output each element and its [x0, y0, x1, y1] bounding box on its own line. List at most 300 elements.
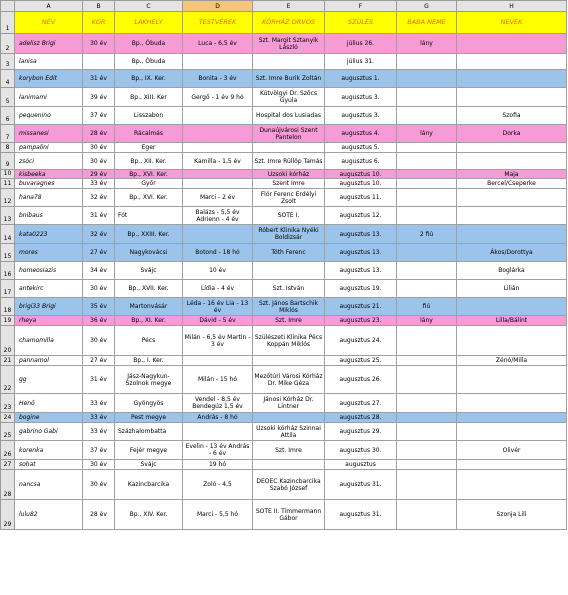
- row-header[interactable]: 7: [1, 125, 15, 143]
- cell-a[interactable]: antekirc: [15, 280, 83, 298]
- row-header[interactable]: 9: [1, 153, 15, 170]
- table-row: [1, 225, 567, 244]
- cell-a[interactable]: lanisa: [15, 54, 83, 70]
- cell-f[interactable]: augusztus 24.: [325, 326, 397, 356]
- cell-g[interactable]: [397, 153, 457, 170]
- cell-f[interactable]: augusztus 29.: [325, 423, 397, 441]
- cell-f[interactable]: augusztus 1.: [325, 70, 397, 88]
- cell-a[interactable]: sohat: [15, 460, 83, 470]
- row-header[interactable]: 23: [1, 394, 15, 413]
- cell-b[interactable]: 34 év: [83, 262, 115, 280]
- cell-e[interactable]: Hospital dos Lusiadas: [253, 107, 325, 125]
- header-cell[interactable]: KOR: [83, 12, 115, 34]
- cell-h[interactable]: Lilla/Bálint: [457, 316, 567, 326]
- cell-d[interactable]: [183, 225, 253, 244]
- cell-c[interactable]: Bp., XII. Ker.: [115, 153, 183, 170]
- cell-h[interactable]: [457, 189, 567, 207]
- cell-b[interactable]: 33 év: [83, 413, 115, 423]
- cell-d[interactable]: Vendel - 8,5 év Bendegúz 1,5 év: [183, 394, 253, 413]
- cell-h[interactable]: [457, 460, 567, 470]
- header-cell[interactable]: BABA NEME: [397, 12, 457, 34]
- cell-a[interactable]: adelisz Brigi: [15, 34, 83, 54]
- cell-e[interactable]: Uzsoki kórház: [253, 170, 325, 179]
- table-row: [1, 441, 567, 460]
- cell-a[interactable]: kata0223: [15, 225, 83, 244]
- cell-c[interactable]: Fót: [115, 207, 183, 225]
- column-header-e[interactable]: E: [253, 1, 325, 12]
- row-header[interactable]: 28: [1, 470, 15, 500]
- header-cell[interactable]: LAKHELY: [115, 12, 183, 34]
- cell-h[interactable]: Ákos/Dorottya: [457, 244, 567, 262]
- cell-g[interactable]: [397, 326, 457, 356]
- cell-e[interactable]: [253, 54, 325, 70]
- cell-g[interactable]: lány: [397, 34, 457, 54]
- cell-d[interactable]: Marci - 5,5 hó: [183, 500, 253, 530]
- cell-f[interactable]: augusztus 28.: [325, 413, 397, 423]
- cell-b[interactable]: 28 év: [83, 125, 115, 143]
- column-header-f[interactable]: F: [325, 1, 397, 12]
- table-row: [1, 356, 567, 366]
- cell-e[interactable]: Tóth Ferenc: [253, 244, 325, 262]
- cell-e[interactable]: Jánosi Kórház Dr. Lintner: [253, 394, 325, 413]
- cell-d[interactable]: Gergő - 1 év 9 hó: [183, 88, 253, 107]
- table-row: [1, 125, 567, 143]
- cell-b[interactable]: 28 év: [83, 500, 115, 530]
- cell-a[interactable]: brigi33 Brigi: [15, 298, 83, 316]
- cell-h[interactable]: [457, 143, 567, 153]
- row-header[interactable]: 21: [1, 356, 15, 366]
- header-cell[interactable]: KÓRHÁZ ORVOS: [253, 12, 325, 34]
- cell-a[interactable]: homeosiazis: [15, 262, 83, 280]
- cell-g[interactable]: [397, 70, 457, 88]
- cell-h[interactable]: [457, 326, 567, 356]
- cell-f[interactable]: július 31.: [325, 54, 397, 70]
- cell-g[interactable]: [397, 54, 457, 70]
- cell-g[interactable]: [397, 423, 457, 441]
- select-all-corner[interactable]: [1, 1, 15, 12]
- cell-f[interactable]: augusztus 31.: [325, 500, 397, 530]
- cell-a[interactable]: pampalini: [15, 143, 83, 153]
- cell-b[interactable]: [83, 54, 115, 70]
- table-row: [1, 244, 567, 262]
- table-row: [1, 298, 567, 316]
- cell-c[interactable]: Bp., XVII. Ker.: [115, 280, 183, 298]
- cell-g[interactable]: [397, 460, 457, 470]
- cell-a[interactable]: bnibaus: [15, 207, 83, 225]
- cell-h[interactable]: [457, 470, 567, 500]
- cell-f[interactable]: augusztus 5.: [325, 143, 397, 153]
- header-cell[interactable]: NEVEK: [457, 12, 567, 34]
- cell-b[interactable]: 36 év: [83, 316, 115, 326]
- spreadsheet-body: [1, 1, 567, 530]
- cell-e[interactable]: Flór Ferenc Erdélyi Zsolt: [253, 189, 325, 207]
- cell-h[interactable]: Zénó/Milla: [457, 356, 567, 366]
- cell-d[interactable]: 10 év: [183, 262, 253, 280]
- cell-b[interactable]: 30 év: [83, 143, 115, 153]
- cell-b[interactable]: 35 év: [83, 298, 115, 316]
- cell-c[interactable]: Fejér megye: [115, 441, 183, 460]
- cell-a[interactable]: korenka: [15, 441, 83, 460]
- cell-f[interactable]: augusztus 13.: [325, 225, 397, 244]
- cell-g[interactable]: lány: [397, 125, 457, 143]
- cell-f[interactable]: augusztus 23.: [325, 316, 397, 326]
- row-header[interactable]: 15: [1, 244, 15, 262]
- cell-d[interactable]: Evelin - 13 év András - 6 év: [183, 441, 253, 460]
- column-header-g[interactable]: G: [397, 1, 457, 12]
- cell-h[interactable]: Szofia: [457, 107, 567, 125]
- cell-e[interactable]: Kútvölgyi Dr. Szőcs Gyula: [253, 88, 325, 107]
- cell-c[interactable]: Lisszabon: [115, 107, 183, 125]
- cell-e[interactable]: [253, 460, 325, 470]
- cell-c[interactable]: Győr: [115, 179, 183, 189]
- cell-a[interactable]: rheya: [15, 316, 83, 326]
- cell-d[interactable]: Lídia - 4 év: [183, 280, 253, 298]
- table-row: [1, 107, 567, 125]
- cell-a[interactable]: korybon Edit: [15, 70, 83, 88]
- cell-e[interactable]: DEOEC Kazincbarcika Szabó József: [253, 470, 325, 500]
- cell-e[interactable]: Szt. Imre Rüllöp Tamás: [253, 153, 325, 170]
- cell-h[interactable]: Bercel/Cseperke: [457, 179, 567, 189]
- cell-b[interactable]: 32 év: [83, 189, 115, 207]
- cell-f[interactable]: augusztus 25.: [325, 356, 397, 366]
- cell-h[interactable]: Lilián: [457, 280, 567, 298]
- cell-g[interactable]: lány: [397, 316, 457, 326]
- cell-d[interactable]: 19 hó: [183, 460, 253, 470]
- cell-b[interactable]: 37 év: [83, 441, 115, 460]
- cell-c[interactable]: Svájc: [115, 262, 183, 280]
- header-row: [1, 12, 567, 34]
- cell-e[interactable]: Szent Imre: [253, 179, 325, 189]
- cell-c[interactable]: Bp., XIV. Ker.: [115, 500, 183, 530]
- cell-f[interactable]: július 26.: [325, 34, 397, 54]
- table-row: [1, 262, 567, 280]
- table-row: [1, 170, 567, 179]
- cell-a[interactable]: lulu82: [15, 500, 83, 530]
- cell-h[interactable]: Dorka: [457, 125, 567, 143]
- cell-c[interactable]: Pécs: [115, 326, 183, 356]
- cell-c[interactable]: Bp., Óbuda: [115, 34, 183, 54]
- header-cell[interactable]: NÉV: [15, 12, 83, 34]
- table-row: [1, 54, 567, 70]
- cell-a[interactable]: lanimami: [15, 88, 83, 107]
- cell-b[interactable]: 30 év: [83, 280, 115, 298]
- cell-g[interactable]: [397, 356, 457, 366]
- cell-a[interactable]: gabrino Gabi: [15, 423, 83, 441]
- table-row: [1, 179, 567, 189]
- cell-d[interactable]: Bonita - 3 év: [183, 70, 253, 88]
- row-header[interactable]: 22: [1, 366, 15, 394]
- row-header[interactable]: 5: [1, 88, 15, 107]
- cell-a[interactable]: missanesi: [15, 125, 83, 143]
- cell-h[interactable]: [457, 394, 567, 413]
- cell-b[interactable]: 33 év: [83, 394, 115, 413]
- cell-g[interactable]: fiú: [397, 298, 457, 316]
- cell-g[interactable]: [397, 207, 457, 225]
- cell-e[interactable]: [253, 262, 325, 280]
- cell-a[interactable]: pannamol: [15, 356, 83, 366]
- cell-h[interactable]: [457, 34, 567, 54]
- table-row: [1, 366, 567, 394]
- cell-a[interactable]: chamomilla: [15, 326, 83, 356]
- row-header[interactable]: 24: [1, 413, 15, 423]
- row-header[interactable]: 10: [1, 170, 15, 179]
- cell-e[interactable]: Szülészeti Klinika Pécs Koppán Miklós: [253, 326, 325, 356]
- table-row: [1, 207, 567, 225]
- cell-e[interactable]: Szt. István: [253, 280, 325, 298]
- cell-g[interactable]: [397, 470, 457, 500]
- cell-f[interactable]: augusztus 13.: [325, 262, 397, 280]
- cell-f[interactable]: augusztus 10.: [325, 179, 397, 189]
- cell-c[interactable]: Kazincbarcika: [115, 470, 183, 500]
- cell-e[interactable]: Szt. János Bartschik Miklós: [253, 298, 325, 316]
- table-row: [1, 470, 567, 500]
- cell-d[interactable]: Botond - 18 hó: [183, 244, 253, 262]
- cell-f[interactable]: augusztus 4.: [325, 125, 397, 143]
- table-row: [1, 460, 567, 470]
- cell-f[interactable]: augusztus 3.: [325, 107, 397, 125]
- cell-c[interactable]: Százhalombatta: [115, 423, 183, 441]
- cell-h[interactable]: [457, 70, 567, 88]
- cell-h[interactable]: [457, 207, 567, 225]
- cell-f[interactable]: augusztus 11.: [325, 189, 397, 207]
- cell-e[interactable]: Szt. Margit Sztanyik László: [253, 34, 325, 54]
- cell-c[interactable]: Eger: [115, 143, 183, 153]
- cell-b[interactable]: 39 év: [83, 88, 115, 107]
- cell-d[interactable]: Zoló - 4,5: [183, 470, 253, 500]
- cell-g[interactable]: [397, 170, 457, 179]
- cell-h[interactable]: [457, 413, 567, 423]
- cell-h[interactable]: Boglárka: [457, 262, 567, 280]
- cell-d[interactable]: [183, 143, 253, 153]
- cell-c[interactable]: Nagykovácsi: [115, 244, 183, 262]
- cell-f[interactable]: augusztus 21.: [325, 298, 397, 316]
- cell-g[interactable]: [397, 88, 457, 107]
- cell-h[interactable]: [457, 54, 567, 70]
- cell-c[interactable]: Jász-Nagykun-Szolnok megye: [115, 366, 183, 394]
- cell-d[interactable]: [183, 179, 253, 189]
- cell-d[interactable]: Dávid - 5 év: [183, 316, 253, 326]
- cell-e[interactable]: Szt. Imre: [253, 441, 325, 460]
- cell-h[interactable]: Olivér: [457, 441, 567, 460]
- cell-d[interactable]: [183, 356, 253, 366]
- cell-e[interactable]: [253, 413, 325, 423]
- row-header[interactable]: 1: [1, 12, 15, 34]
- cell-e[interactable]: Róbert Klinika Nyéki Boldizsár: [253, 225, 325, 244]
- row-header[interactable]: 11: [1, 179, 15, 189]
- table-row: [1, 326, 567, 356]
- cell-g[interactable]: [397, 280, 457, 298]
- cell-e[interactable]: SOTE I.: [253, 207, 325, 225]
- cell-h[interactable]: Szonja Lili: [457, 500, 567, 530]
- table-row: [1, 394, 567, 413]
- row-header[interactable]: 8: [1, 143, 15, 153]
- column-header-c[interactable]: C: [115, 1, 183, 12]
- cell-g[interactable]: [397, 107, 457, 125]
- row-header[interactable]: 13: [1, 207, 15, 225]
- cell-e[interactable]: Szt. Imre: [253, 316, 325, 326]
- cell-f[interactable]: augusztus 19.: [325, 280, 397, 298]
- cell-b[interactable]: 27 év: [83, 356, 115, 366]
- cell-b[interactable]: 33 év: [83, 423, 115, 441]
- cell-b[interactable]: 31 év: [83, 366, 115, 394]
- cell-d[interactable]: Milán - 15 hó: [183, 366, 253, 394]
- row-header[interactable]: 14: [1, 225, 15, 244]
- cell-c[interactable]: Bp., XI. Ker.: [115, 316, 183, 326]
- column-header-row: [1, 1, 567, 12]
- cell-f[interactable]: augusztus 13.: [325, 244, 397, 262]
- cell-f[interactable]: augusztus 3.: [325, 88, 397, 107]
- cell-a[interactable]: hana78: [15, 189, 83, 207]
- table-row: [1, 143, 567, 153]
- cell-f[interactable]: augusztus 30.: [325, 441, 397, 460]
- cell-h[interactable]: [457, 366, 567, 394]
- column-header-d[interactable]: D: [183, 1, 253, 12]
- cell-c[interactable]: Rácalmás: [115, 125, 183, 143]
- cell-d[interactable]: Luca - 6,5 év: [183, 34, 253, 54]
- cell-d[interactable]: András - 8 hó: [183, 413, 253, 423]
- cell-c[interactable]: Gyöngyös: [115, 394, 183, 413]
- cell-c[interactable]: Bp., XVI. Ker.: [115, 189, 183, 207]
- cell-h[interactable]: [457, 88, 567, 107]
- cell-f[interactable]: augusztus 10.: [325, 170, 397, 179]
- cell-c[interactable]: Svájc: [115, 460, 183, 470]
- cell-g[interactable]: [397, 179, 457, 189]
- cell-c[interactable]: Bp., IX. Ker.: [115, 70, 183, 88]
- cell-c[interactable]: Bp., XVI. Ker.: [115, 170, 183, 179]
- cell-b[interactable]: 29 év: [83, 170, 115, 179]
- cell-d[interactable]: Balázs - 5,5 év Adrienn - 4 év: [183, 207, 253, 225]
- cell-e[interactable]: [253, 143, 325, 153]
- cell-f[interactable]: augusztus 31.: [325, 470, 397, 500]
- table-row: [1, 70, 567, 88]
- cell-b[interactable]: 31 év: [83, 207, 115, 225]
- row-header[interactable]: 26: [1, 441, 15, 460]
- cell-b[interactable]: 30 év: [83, 153, 115, 170]
- column-header-a[interactable]: A: [15, 1, 83, 12]
- cell-f[interactable]: augusztus 27.: [325, 394, 397, 413]
- cell-g[interactable]: 2 fiú: [397, 225, 457, 244]
- cell-g[interactable]: [397, 189, 457, 207]
- cell-d[interactable]: [183, 423, 253, 441]
- cell-d[interactable]: [183, 107, 253, 125]
- table-row: [1, 413, 567, 423]
- cell-f[interactable]: augusztus: [325, 460, 397, 470]
- table-row: [1, 34, 567, 54]
- cell-g[interactable]: [397, 441, 457, 460]
- row-header[interactable]: 19: [1, 316, 15, 326]
- cell-b[interactable]: 30 év: [83, 460, 115, 470]
- cell-a[interactable]: Henő: [15, 394, 83, 413]
- row-header[interactable]: 4: [1, 70, 15, 88]
- cell-h[interactable]: [457, 225, 567, 244]
- row-header[interactable]: 25: [1, 423, 15, 441]
- row-header[interactable]: 2: [1, 34, 15, 54]
- cell-f[interactable]: augusztus 12.: [325, 207, 397, 225]
- table-row: [1, 280, 567, 298]
- cell-c[interactable]: Pest megye: [115, 413, 183, 423]
- cell-h[interactable]: [457, 423, 567, 441]
- cell-e[interactable]: Szt. Imre Burik Zoltán: [253, 70, 325, 88]
- cell-d[interactable]: [183, 125, 253, 143]
- cell-c[interactable]: Bp., I. Ker.: [115, 356, 183, 366]
- row-header[interactable]: 16: [1, 262, 15, 280]
- cell-a[interactable]: nancsa: [15, 470, 83, 500]
- row-header[interactable]: 17: [1, 280, 15, 298]
- cell-b[interactable]: 37 év: [83, 107, 115, 125]
- cell-d[interactable]: [183, 170, 253, 179]
- row-header[interactable]: 29: [1, 500, 15, 530]
- cell-g[interactable]: [397, 366, 457, 394]
- row-header[interactable]: 3: [1, 54, 15, 70]
- cell-b[interactable]: 30 év: [83, 34, 115, 54]
- header-cell[interactable]: TESTVÉREK: [183, 12, 253, 34]
- cell-b[interactable]: 33 év: [83, 179, 115, 189]
- row-header[interactable]: 27: [1, 460, 15, 470]
- cell-g[interactable]: [397, 262, 457, 280]
- cell-e[interactable]: [253, 356, 325, 366]
- row-header[interactable]: 18: [1, 298, 15, 316]
- cell-b[interactable]: 30 év: [83, 470, 115, 500]
- cell-e[interactable]: Dunaújvárosi Szent Pantelon: [253, 125, 325, 143]
- cell-b[interactable]: 27 év: [83, 244, 115, 262]
- cell-d[interactable]: Marci - 2 év: [183, 189, 253, 207]
- table-row: [1, 500, 567, 530]
- cell-f[interactable]: augusztus 6.: [325, 153, 397, 170]
- cell-h[interactable]: [457, 298, 567, 316]
- cell-e[interactable]: Mezőtúri Városi Kórház Dr. Mike Géza: [253, 366, 325, 394]
- cell-a[interactable]: kisbeeka: [15, 170, 83, 179]
- cell-b[interactable]: 31 év: [83, 70, 115, 88]
- row-header[interactable]: 6: [1, 107, 15, 125]
- cell-e[interactable]: Uzsoki kórház Szinnai Attila: [253, 423, 325, 441]
- table-row: [1, 153, 567, 170]
- cell-a[interactable]: zsóci: [15, 153, 83, 170]
- table-row: [1, 189, 567, 207]
- cell-c[interactable]: Bp., XIII. Ker: [115, 88, 183, 107]
- cell-f[interactable]: augusztus 26.: [325, 366, 397, 394]
- cell-e[interactable]: SOTE II. Timmermann Gábor: [253, 500, 325, 530]
- cell-b[interactable]: 30 év: [83, 326, 115, 356]
- row-header[interactable]: 12: [1, 189, 15, 207]
- cell-b[interactable]: 32 év: [83, 225, 115, 244]
- cell-g[interactable]: [397, 394, 457, 413]
- cell-g[interactable]: [397, 500, 457, 530]
- cell-a[interactable]: gg: [15, 366, 83, 394]
- cell-g[interactable]: [397, 143, 457, 153]
- cell-d[interactable]: Léda - 16 év Lia - 13 év: [183, 298, 253, 316]
- cell-a[interactable]: bogine: [15, 413, 83, 423]
- cell-g[interactable]: [397, 413, 457, 423]
- cell-d[interactable]: [183, 54, 253, 70]
- table-row: [1, 423, 567, 441]
- cell-a[interactable]: pequenino: [15, 107, 83, 125]
- cell-h[interactable]: Maja: [457, 170, 567, 179]
- cell-g[interactable]: [397, 244, 457, 262]
- cell-c[interactable]: Bp., XXIII. Ker.: [115, 225, 183, 244]
- cell-d[interactable]: Kamilla - 1,5 év: [183, 153, 253, 170]
- column-header-b[interactable]: B: [83, 1, 115, 12]
- table-row: [1, 316, 567, 326]
- cell-a[interactable]: mores: [15, 244, 83, 262]
- cell-h[interactable]: [457, 153, 567, 170]
- column-header-h[interactable]: H: [457, 1, 567, 12]
- cell-d[interactable]: Milán - 6,5 év Martin - 3 év: [183, 326, 253, 356]
- cell-c[interactable]: Bp., Óbuda: [115, 54, 183, 70]
- cell-a[interactable]: buvaragnes: [15, 179, 83, 189]
- cell-c[interactable]: Martonvásár: [115, 298, 183, 316]
- row-header[interactable]: 20: [1, 326, 15, 356]
- header-cell[interactable]: SZÜLÉS: [325, 12, 397, 34]
